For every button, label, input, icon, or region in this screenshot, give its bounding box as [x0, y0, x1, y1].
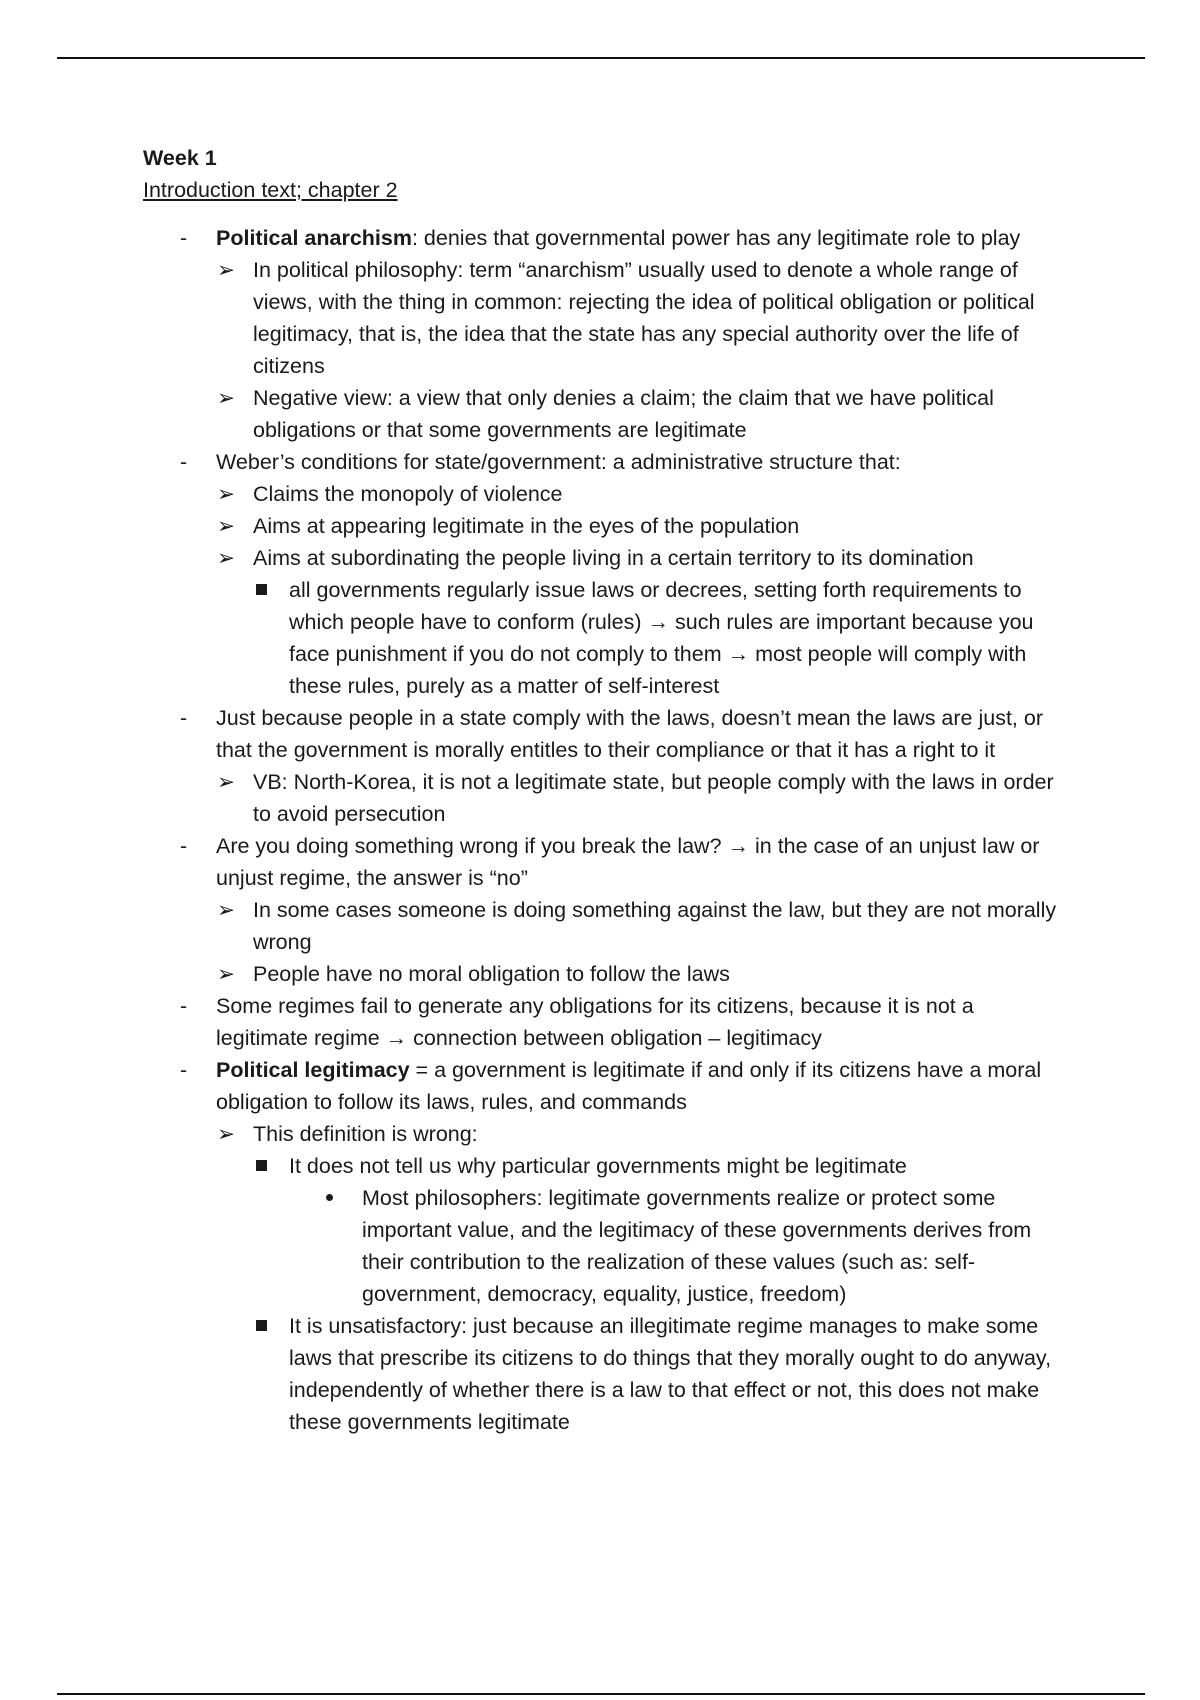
list-item-text: = a government is legitimate if and only if its citizens have a moral obligation to follow its laws, rules, and commands	[216, 1058, 1042, 1114]
dash-bullet: -	[180, 450, 188, 474]
list-item-text: In some cases someone is doing something against the law, but they are not morally wrong	[253, 898, 1057, 954]
list-item	[143, 1118, 1063, 1150]
dash-bullet: -	[180, 1058, 188, 1082]
list-item	[143, 382, 1063, 446]
list-item	[143, 1310, 1063, 1438]
list-item-text: Aims at appearing legitimate in the eyes of the population	[253, 514, 800, 538]
list-item-text: This definition is wrong:	[253, 1122, 478, 1146]
chapter-subtitle: Introduction text; chapter 2	[143, 178, 398, 202]
list-item	[143, 510, 1063, 542]
square-bullet-icon	[256, 584, 267, 595]
list-item-text: all governments regularly issue laws or decrees, setting forth requirements to which people have to conform (rules) → such rules are important because you face punishment if you do not comply to them → most people will comply with these rules, purely as a matter of self-interest	[289, 578, 1034, 698]
list-item-text: People have no moral obligation to follow the laws	[253, 962, 730, 986]
arrow-bullet-icon: ➢	[217, 1122, 236, 1146]
list-item-text: It does not tell us why particular governments might be legitimate	[289, 1154, 907, 1178]
arrow-bullet-icon: ➢	[217, 962, 236, 986]
list-item	[143, 222, 1063, 254]
arrow-bullet-icon: ➢	[217, 386, 236, 410]
week-title: Week 1	[143, 146, 217, 170]
list-item	[143, 702, 1063, 766]
round-bullet-icon	[326, 1194, 333, 1201]
list-item	[143, 1054, 1063, 1118]
arrow-bullet-icon: ➢	[217, 546, 236, 570]
list-item	[143, 830, 1063, 894]
arrow-bullet-icon: ➢	[217, 898, 236, 922]
list-item-text: Some regimes fail to generate any obligations for its citizens, because it is not a legitimate regime → connection between obligation – legitimacy	[216, 994, 974, 1050]
footer-rule	[57, 1693, 1145, 1695]
list-item	[143, 446, 1063, 478]
arrow-bullet-icon: ➢	[217, 482, 236, 506]
list-item	[143, 574, 1063, 702]
dash-bullet: -	[180, 226, 188, 250]
arrow-bullet-icon: ➢	[217, 514, 236, 538]
list-item-text: : denies that governmental power has any legitimate role to play	[411, 226, 1021, 250]
dash-bullet: -	[180, 706, 188, 730]
list-item	[143, 1182, 1063, 1310]
header-rule	[57, 57, 1145, 59]
list-item-text: Most philosophers: legitimate governments realize or protect some important value, and the legitimacy of these governments derives from their contribution to the realization of these values (such as: self-government, democracy, equality, justice, freedom)	[362, 1186, 1032, 1306]
list-item	[143, 990, 1063, 1054]
arrow-bullet-icon: ➢	[217, 770, 236, 794]
list-item	[143, 542, 1063, 574]
term-political-anarchism: Political anarchism	[216, 226, 412, 250]
document-body	[143, 142, 1063, 1438]
list-item-text: Are you doing something wrong if you break the law? → in the case of an unjust law or unjust regime, the answer is “no”	[216, 834, 1040, 890]
list-item	[143, 1150, 1063, 1182]
list-item-text: Negative view: a view that only denies a claim; the claim that we have political obligations or that some governments are legitimate	[253, 386, 994, 442]
list-item-text: Just because people in a state comply with the laws, doesn’t mean the laws are just, or that the government is morally entitles to their compliance or that it has a right to it	[216, 706, 1043, 762]
square-bullet-icon	[256, 1320, 267, 1331]
arrow-bullet-icon: ➢	[217, 258, 236, 282]
list-item	[143, 958, 1063, 990]
list-item	[143, 478, 1063, 510]
list-item	[143, 766, 1063, 830]
list-item-text: VB: North-Korea, it is not a legitimate state, but people comply with the laws in order to avoid persecution	[253, 770, 1054, 826]
dash-bullet: -	[180, 834, 188, 858]
list-item	[143, 894, 1063, 958]
list-item-text: Weber’s conditions for state/government: a administrative structure that:	[216, 450, 901, 474]
dash-bullet: -	[180, 994, 188, 1018]
list-item	[143, 254, 1063, 382]
term-political-legitimacy: Political legitimacy	[216, 1058, 410, 1082]
list-item-text: In political philosophy: term “anarchism” usually used to denote a whole range of views, with the thing in common: rejecting the idea of political obligation or political legitimacy, that is, the idea that the state has any special authority over the life of citizens	[253, 258, 1035, 378]
list-item-text: It is unsatisfactory: just because an illegitimate regime manages to make some laws that prescribe its citizens to do things that they morally ought to do anyway, independently of whether there is a law to that effect or not, this does not make these governments legitimate	[289, 1314, 1052, 1434]
list-item-text: Claims the monopoly of violence	[253, 482, 563, 506]
list-item-text: Aims at subordinating the people living in a certain territory to its domination	[253, 546, 974, 570]
square-bullet-icon	[256, 1160, 267, 1171]
